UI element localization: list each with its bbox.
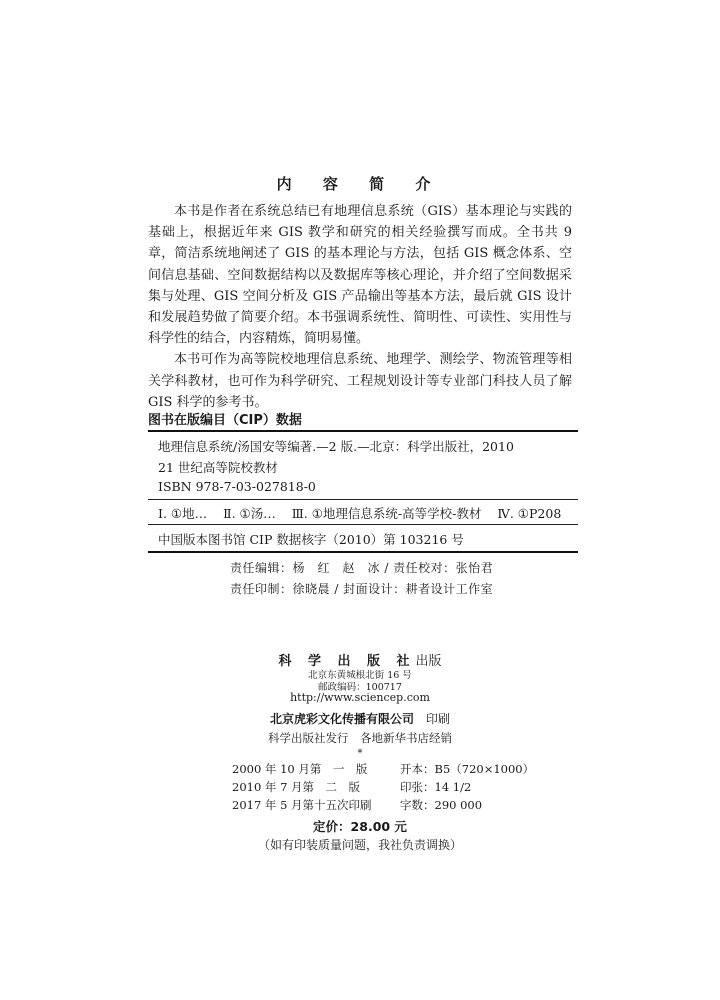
price: 定价：28.00 元 — [313, 819, 407, 834]
cip-series-line: 21 世纪高等院校教材 — [158, 460, 278, 475]
credits-production: 责任印制：徐晓晨 / 封面设计：耕者设计工作室 — [230, 582, 494, 596]
cip-class-4: Ⅳ. ①P208 — [497, 506, 562, 521]
printer — [0, 710, 720, 727]
summary-title: 内 容 简 介 — [276, 175, 444, 193]
cip-top-rule — [148, 430, 578, 432]
quality-notice: （如有印装质量问题，我社负责调换） — [257, 838, 462, 852]
credits-editors: 责任编辑：杨 红 赵 冰 / 责任校对：张怡君 — [230, 561, 494, 575]
separator-star: * — [357, 748, 363, 759]
edition-spec: 字数：290 000 — [400, 798, 483, 812]
distribution: 科学出版社发行 各地新华书店经销 — [268, 731, 452, 745]
cip-classification — [158, 504, 573, 522]
cip-class-1: Ⅰ. ①地… — [158, 506, 208, 521]
edition-spec: 开本：B5（720×1000） — [400, 762, 535, 776]
summary-paragraph-1: 本书是作者在系统总结已有地理信息系统（GIS）基本理论与实践的基础上，根据近年来 GIS 教学和研究的相关经验撰写而成。全书共 9 章，简洁系统地阐述了 GIS 的基本理论与方法，包括 GIS 概念体系、空间信息基础、空间数据结构以及数据库等核心理论，并介绍了空间数据采集与处理、GIS 空间分析及 GIS 产品输出等基本方法，最后就 GIS 设计和发展趋势做了简要介绍。本书强调系统性、简明性、可读性、实用性与科学性的结合，内容精炼，简明易懂。 — [148, 204, 572, 347]
publisher-logo-text: 科 学 出 版 社 — [278, 654, 416, 669]
cip-bottom-rule — [148, 551, 578, 553]
cip-isbn: ISBN 978-7-03-027818-0 — [158, 479, 316, 494]
publisher-suffix: 出版 — [415, 654, 442, 669]
cip-class-3: Ⅲ. ①地理信息系统-高等学校-教材 — [291, 506, 482, 521]
cip-record-number: 中国版本图书馆 CIP 数据核字（2010）第 103216 号 — [158, 532, 464, 547]
cip-heading: 图书在版编目（CIP）数据 — [148, 413, 302, 428]
edition-spec: 印张：14 1/2 — [400, 780, 472, 794]
edition-date: 2010 年 7 月第 二 版 — [232, 780, 361, 794]
summary-paragraph-2: 本书可作为高等院校地理信息系统、地理学、测绘学、物流管理等相关学科教材，也可作为科学研究、工程规划设计等专业部门科技人员了解 GIS 科学的参考书。 — [148, 352, 572, 410]
edition-date: 2000 年 10 月第 一 版 — [232, 762, 368, 776]
publisher-address: 北京东黄城根北街 16 号 — [308, 670, 412, 681]
cip-lower-rule — [148, 524, 578, 525]
publisher-postcode: 邮政编码：100717 — [318, 682, 402, 693]
edition-row — [232, 761, 534, 777]
printer-suffix: 印刷 — [426, 712, 451, 726]
cip-title-line: 地理信息系统/汤国安等编著.—2 版.—北京：科学出版社，2010 — [158, 439, 514, 454]
edition-date: 2017 年 5 月第十五次印刷 — [232, 798, 372, 812]
edition-row — [232, 779, 471, 795]
cip-mid-rule — [148, 499, 578, 500]
edition-row — [232, 797, 482, 813]
summary-text — [148, 201, 572, 413]
publisher-url: http://www.sciencep.com — [290, 691, 430, 704]
cip-class-2: Ⅱ. ①汤… — [223, 506, 276, 521]
printer-name: 北京虎彩文化传播有限公司 — [269, 712, 414, 726]
